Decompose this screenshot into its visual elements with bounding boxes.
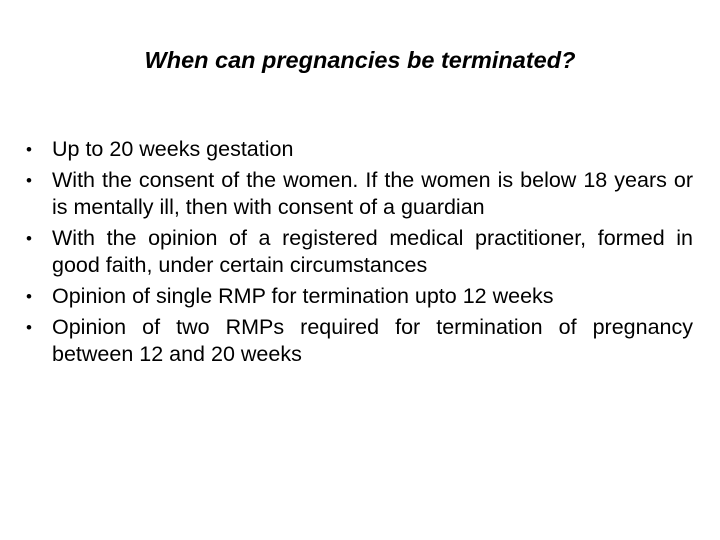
bullet-dot-icon: •: [26, 229, 32, 248]
bullet-item: [26, 225, 693, 279]
bullet-dot-icon: •: [26, 287, 32, 306]
bullet-list: [26, 136, 693, 372]
bullet-text: Up to 20 weeks gestation: [52, 137, 294, 161]
bullet-dot-icon: •: [26, 140, 32, 159]
bullet-item: [26, 314, 693, 368]
bullet-text: With the opinion of a registered medical practitioner, formed in good faith, under certain circumstances: [52, 226, 693, 277]
bullet-text: With the consent of the women. If the women is below 18 years or is mentally ill, then with consent of a guardian: [52, 168, 693, 219]
slide-title: When can pregnancies be terminated?: [144, 47, 576, 73]
bullet-text: Opinion of two RMPs required for termination of pregnancy between 12 and 20 weeks: [52, 315, 693, 366]
bullet-item: [26, 167, 693, 221]
bullet-dot-icon: •: [26, 171, 32, 190]
bullet-text: Opinion of single RMP for termination upto 12 weeks: [52, 284, 554, 308]
bullet-dot-icon: •: [26, 318, 32, 337]
bullet-item: [26, 283, 693, 310]
bullet-item: [26, 136, 693, 163]
